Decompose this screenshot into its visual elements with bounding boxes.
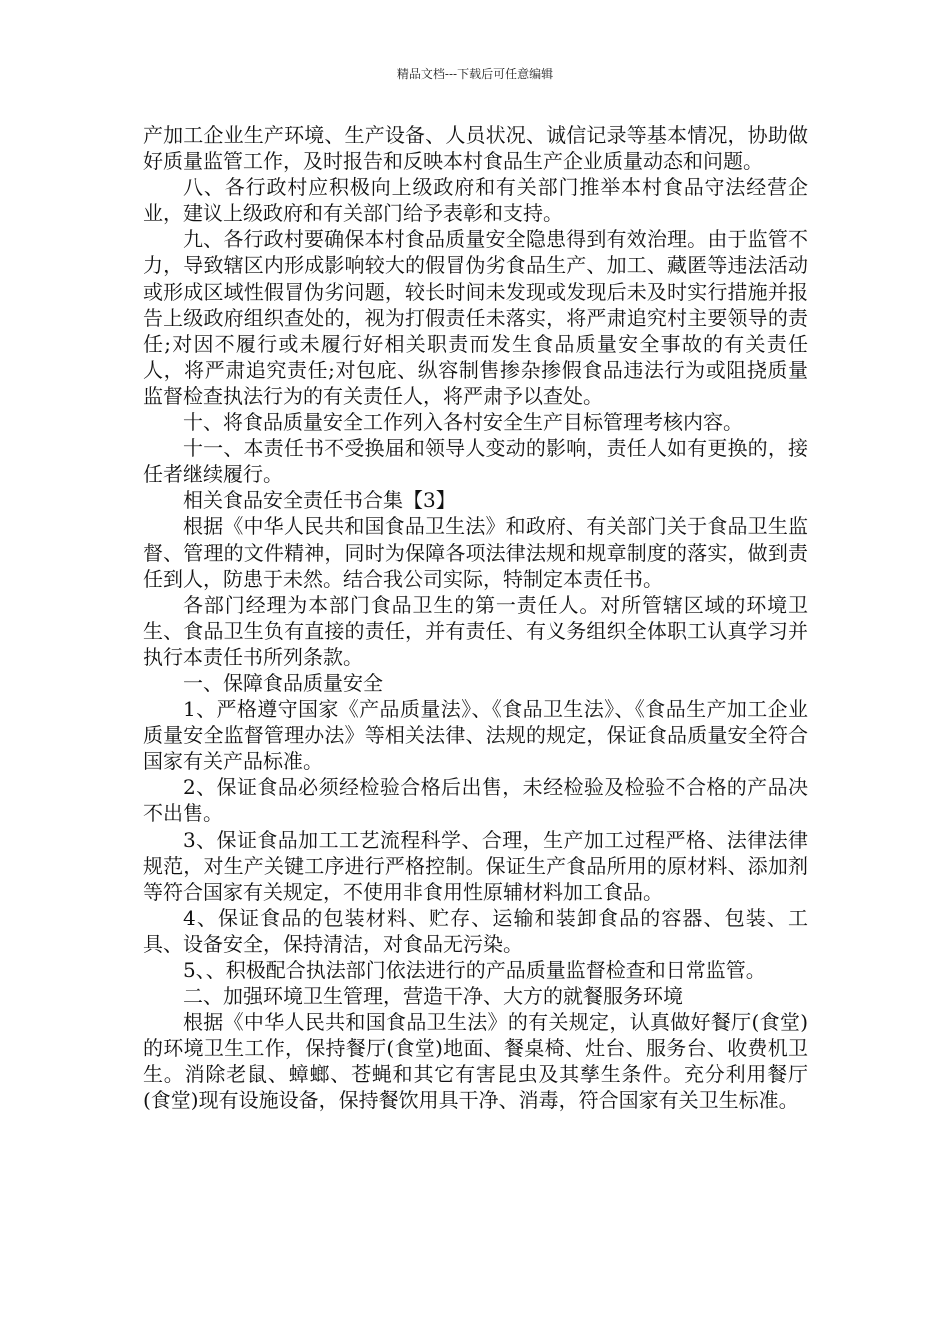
- paragraph-clause-3: 3、保证食品加工工艺流程科学、合理，生产加工过程严格、法律法律规范，对生产关键工序进行严格控制。保证生产食品所用的原材料、添加剂等符合国家有关规定，不使用非食用性原辅材料加工食品。: [143, 827, 808, 904]
- heading-section-1: 一、保障食品质量安全: [183, 670, 383, 695]
- paragraph-continuation: 产加工企业生产环境、生产设备、人员状况、诚信记录等基本情况，协助做好质量监管工作，及时报告和反映本村食品生产企业质量动态和问题。: [143, 123, 808, 174]
- paragraph-item-8: 八、各行政村应积极向上级政府和有关部门推举本村食品守法经营企业，建议上级政府和有关部门给予表彰和支持。: [143, 175, 808, 226]
- heading-section-2: 二、加强环境卫生管理，营造干净、大方的就餐服务环境: [183, 984, 683, 1009]
- paragraph-item-10: 十、将食品质量安全工作列入各村安全生产目标管理考核内容。: [183, 410, 743, 435]
- paragraph-environment: 根据《中华人民共和国食品卫生法》的有关规定，认真做好餐厅(食堂)的环境卫生工作，保持餐厅(食堂)地面、餐桌椅、灶台、服务台、收费机卫生。消除老鼠、蟑螂、苍蝇和其它有害昆虫及其孳生条件。充分利用餐厅(食堂)现有设施设备，保持餐饮用具干净、消毒，符合国家有关卫生标准。: [143, 1010, 808, 1113]
- paragraph-item-11: 十一、本责任书不受换届和领导人变动的影响，责任人如有更换的，接任者继续履行。: [143, 436, 808, 487]
- section-heading-3: 相关食品安全责任书合集【3】: [183, 488, 456, 513]
- paragraph-clause-1: 1、严格遵守国家《产品质量法》、《食品卫生法》、《食品生产加工企业质量安全监督管理办法》等相关法律、法规的规定，保证食品质量安全符合国家有关产品标准。: [143, 697, 808, 774]
- paragraph-item-9: 九、各行政村要确保本村食品质量安全隐患得到有效治理。由于监管不力，导致辖区内形成影响较大的假冒伪劣食品生产、加工、藏匿等违法活动或形成区域性假冒伪劣问题，较长时间未发现或发现后未及时实行措施并报告上级政府组织查处的，视为打假责任未落实，将严肃追究村主要领导的责任;对因不履行或未履行好相关职责而发生食品质量安全事故的有关责任人，将严肃追究责任;对包庇、纵容制售掺杂掺假食品违法行为或阻挠质量监督检查执法行为的有关责任人，将严肃予以查处。: [143, 227, 808, 408]
- document-body: [143, 122, 808, 1114]
- paragraph-clause-5: 5、、积极配合执法部门依法进行的产品质量监督检查和日常监管。: [183, 958, 766, 982]
- page-header: 精品文档---下载后可任意编辑: [396, 67, 554, 81]
- paragraph-clause-2: 2、保证食品必须经检验合格后出售，未经检验及检验不合格的产品决不出售。: [143, 775, 808, 826]
- paragraph-responsibility: 各部门经理为本部门食品卫生的第一责任人。对所管辖区域的环境卫生、食品卫生负有直接的责任，并有责任、有义务组织全体职工认真学习并执行本责任书所列条款。: [143, 592, 808, 669]
- paragraph-intro: 根据《中华人民共和国食品卫生法》和政府、有关部门关于食品卫生监督、管理的文件精神，同时为保障各项法律法规和规章制度的落实，做到责任到人，防患于未然。结合我公司实际，特制定本责任书。: [143, 514, 808, 591]
- paragraph-clause-4: 4、保证食品的包装材料、贮存、运输和装卸食品的容器、包装、工具、设备安全，保持清洁，对食品无污染。: [143, 905, 808, 956]
